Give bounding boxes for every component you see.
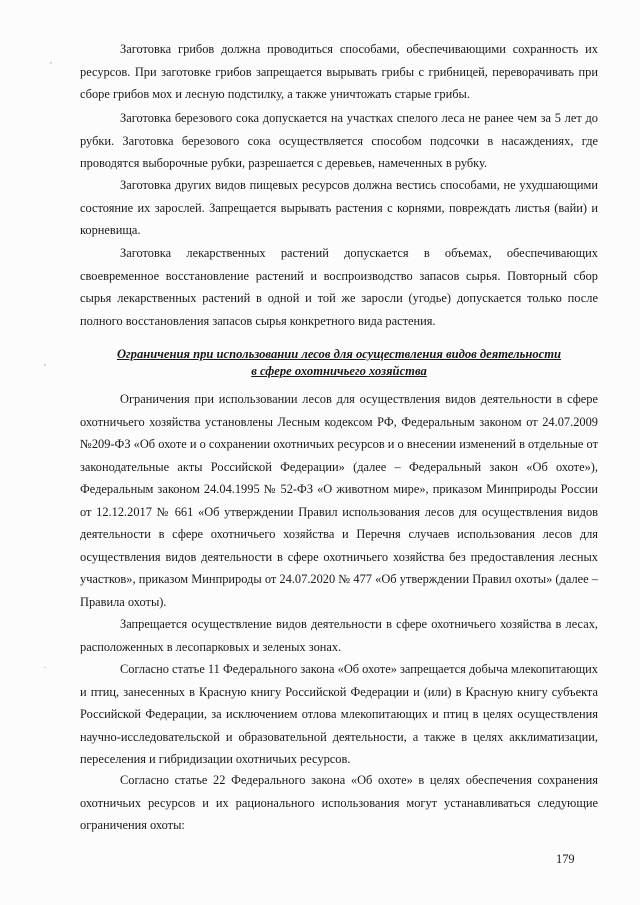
paragraph-birch-sap: Заготовка березового сока допускается на участках спелого леса не ранее чем за 5 лет до рубки. Заготовка березового сока осуществляется способом подсочки в насаждениях, где проводятся выборочные рубки, разрешается с деревьев, намеченных в рубку. <box>80 111 598 170</box>
section-heading-line2: в сфере охотничьего хозяйства <box>251 364 427 378</box>
scan-mark: , <box>50 56 52 65</box>
paragraph-medicinal-plants: Заготовка лекарственных растений допускается в объемах, обеспечивающих своевременное восстановление растений и воспроизводство запасов сырья. Повторный сбор сырья лекарственных растений в одной и той же заросли (угодье) допускается только после полного восстановления запасов сырья конкретного вида растения. <box>80 246 598 328</box>
paragraph-food-resources: Заготовка других видов пищевых ресурсов должна вестись способами, не ухудшающими состояние их зарослей. Запрещается вырывать растения с корнями, повреждать листья (вайи) и корневища. <box>80 178 598 237</box>
paragraph-forest-park-zones: Запрещается осуществление видов деятельности в сфере охотничьего хозяйства в лесах, расположенных в лесопарковых и зеленых зонах. <box>80 617 598 654</box>
section-heading-line1: Ограничения при использовании лесов для осуществления видов деятельности <box>116 347 562 361</box>
paragraph-article-22: Согласно статье 22 Федерального закона «Об охоте» в целях обеспечения сохранения охотничьих ресурсов и их рационального использования могут устанавливаться следующие ограничения охоты: <box>80 773 598 832</box>
scan-mark: , <box>44 358 46 367</box>
scan-mark: . <box>44 661 46 670</box>
paragraph-mushrooms: Заготовка грибов должна проводиться способами, обеспечивающими сохранность их ресурсов. При заготовке грибов запрещается вырывать грибы с грибницей, переворачивать при сборе грибов мох и лесную подстилку, а также уничтожать старые грибы. <box>80 42 598 101</box>
section-heading <box>80 346 598 380</box>
paragraph-article-11: Согласно статье 11 Федерального закона «Об охоте» запрещается добыча млекопитающих и птиц, занесенных в Красную книгу Российской Федерации и (или) в Красную книгу субъекта Российской Федерации, за исключением отлова млекопитающих и птиц в целях осуществления научно-исследовательской и образовательной деятельности, а также в целях акклиматизации, переселения и гибридизации охотничьих ресурсов. <box>80 662 598 766</box>
paragraph-hunting-restrictions: Ограничения при использовании лесов для осуществления видов деятельности в сфере охотничьего хозяйства установлены Лесным кодексом РФ, Федеральным законом от 24.07.2009 №209-ФЗ «Об охоте и о сохранении охотничьих ресурсов и о внесении изменений в отдельные от законодательные акты Российской Федерации» (далее – Федеральный закон «Об охоте»), Федеральным законом 24.04.1995 № 52-ФЗ «О животном мире», приказом Минприроды России от 12.12.2017 № 661 «Об утверждении Правил использования лесов для осуществления видов деятельности в сфере охотничьего хозяйства и Перечня случаев использования лесов для осуществления видов деятельности в сфере охотничьего хозяйства без предоставления лесных участков», приказом Минприроды от 24.07.2020 № 477 «Об утверждении Правил охоты» (далее – Правила охоты). <box>80 392 598 609</box>
page-number: 179 <box>556 852 575 866</box>
